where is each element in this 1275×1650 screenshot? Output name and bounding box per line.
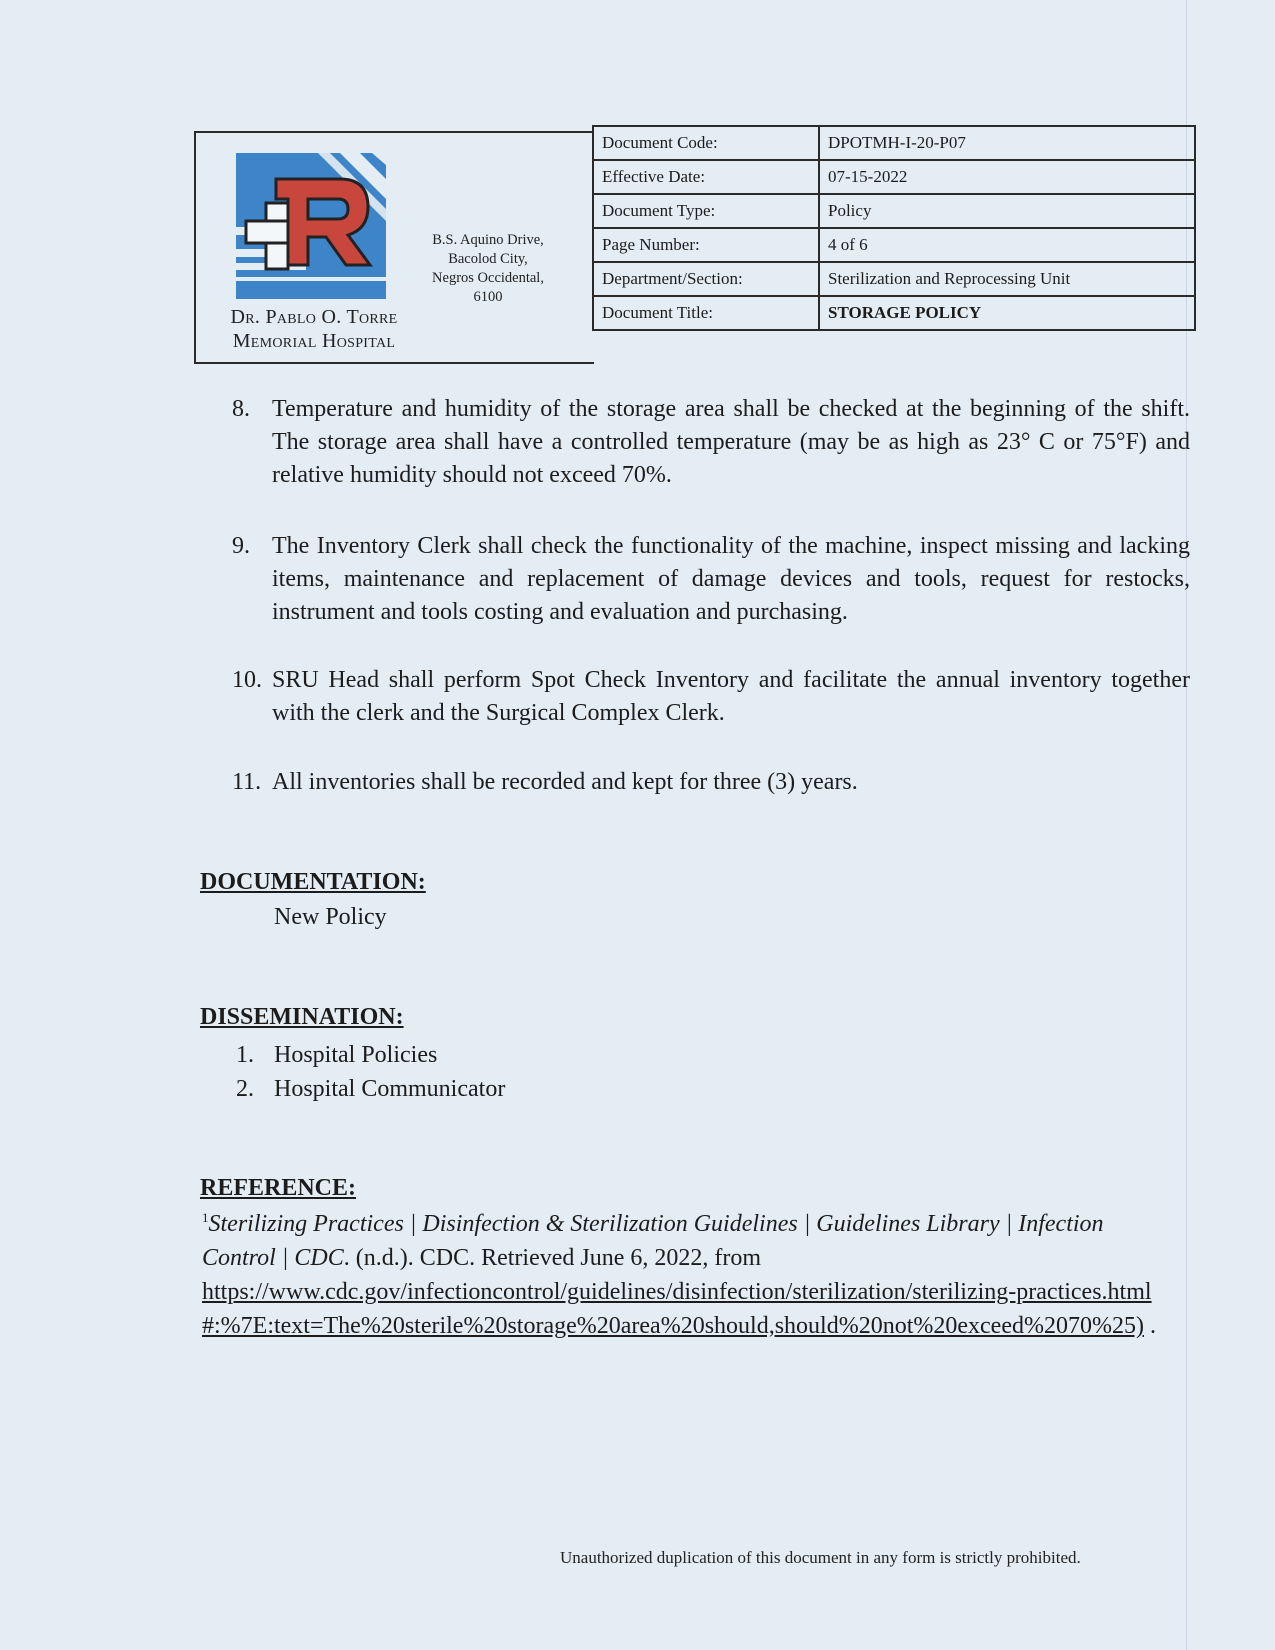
reference-link[interactable]: https://www.cdc.gov/infectioncontrol/guidelines/disinfection/sterilization/sterilizing-practices.html#:%7E:text=The%20sterile%20storage%20area%20should,should%20not%20exceed%2070%25) (202, 1279, 1152, 1339)
item-number: 8. (232, 396, 250, 422)
table-row (593, 194, 1195, 228)
list-item (232, 766, 1190, 799)
hospital-address (418, 231, 558, 307)
address-line: Bacolod City, (448, 251, 528, 267)
address-line: B.S. Aquino Drive, (432, 232, 544, 248)
document-info-table (592, 125, 1196, 331)
hospital-cross-r-logo-icon (236, 153, 396, 301)
department-value: Sterilization and Reprocessing Unit (819, 262, 1195, 296)
policy-list (232, 530, 1190, 629)
table-row (593, 228, 1195, 262)
policy-list (232, 766, 1190, 799)
dissemination-heading: DISSEMINATION: (200, 1004, 404, 1030)
item-number: 11. (232, 769, 262, 795)
effective-date-label: Effective Date: (593, 160, 819, 194)
doc-type-label: Document Type: (593, 194, 819, 228)
doc-title-label: Document Title: (593, 296, 819, 330)
list-item (232, 530, 1190, 629)
list-item (232, 664, 1190, 730)
reference-entry (202, 1201, 1172, 1343)
reference-retrieved: . (n.d.). CDC. Retrieved June 6, 2022, from (343, 1245, 762, 1271)
address-line: Negros Occidental, (432, 270, 544, 286)
hospital-name-line2: Memorial Hospital (232, 330, 396, 352)
list-item (232, 393, 1190, 492)
doc-code-value: DPOTMH-I-20-P07 (819, 126, 1195, 160)
table-row (593, 126, 1195, 160)
item-number: 1. (236, 1042, 254, 1068)
list-item (236, 1038, 505, 1072)
table-row (593, 262, 1195, 296)
reference-trail: . (1143, 1313, 1156, 1339)
hospital-name (204, 305, 424, 353)
footer-notice: Unauthorized duplication of this document in any form is strictly prohibited. (560, 1548, 1081, 1567)
item-number: 2. (236, 1076, 254, 1102)
doc-title-value: STORAGE POLICY (819, 296, 1195, 330)
effective-date-value: 07-15-2022 (819, 160, 1195, 194)
dissemination-list (236, 1038, 505, 1106)
hospital-name-line1: Dr. Pablo O. Torre (230, 306, 398, 328)
table-row (593, 296, 1195, 330)
page-number-label: Page Number: (593, 228, 819, 262)
department-label: Department/Section: (593, 262, 819, 296)
page-number-value: 4 of 6 (819, 228, 1195, 262)
doc-type-value: Policy (819, 194, 1195, 228)
documentation-heading: DOCUMENTATION: (200, 869, 426, 895)
doc-code-label: Document Code: (593, 126, 819, 160)
item-text: Temperature and humidity of the storage area shall be checked at the beginning of the shift. The storage area shall have a controlled temperature (may be as high as 23° C or 75°F) and relative humidity should not exceed 70%. (272, 396, 1190, 488)
item-text: SRU Head shall perform Spot Check Inventory and facilitate the annual inventory together with the clerk and the Surgical Complex Clerk. (272, 667, 1190, 726)
documentation-text: New Policy (274, 904, 387, 930)
table-row (593, 160, 1195, 194)
list-item (236, 1072, 505, 1106)
policy-list (232, 393, 1190, 492)
reference-title: Sterilizing Practices | Disinfection & Sterilization Guidelines | Guidelines Library | Infection Control | CDC (202, 1211, 1104, 1271)
reference-heading: REFERENCE: (200, 1175, 357, 1201)
policy-list (232, 664, 1190, 730)
item-number: 10. (232, 667, 262, 693)
item-text: All inventories shall be recorded and kept for three (3) years. (272, 769, 858, 795)
item-text: Hospital Communicator (274, 1076, 506, 1102)
item-text: The Inventory Clerk shall check the functionality of the machine, inspect missing and lacking items, maintenance and replacement of damage devices and tools, request for restocks, instrument and tools costing and evaluation and purchasing. (272, 533, 1190, 625)
item-text: Hospital Policies (274, 1042, 438, 1068)
footnote-marker: 1 (202, 1210, 209, 1225)
document-header (194, 131, 594, 364)
item-number: 9. (232, 533, 250, 559)
address-line: 6100 (473, 289, 503, 305)
